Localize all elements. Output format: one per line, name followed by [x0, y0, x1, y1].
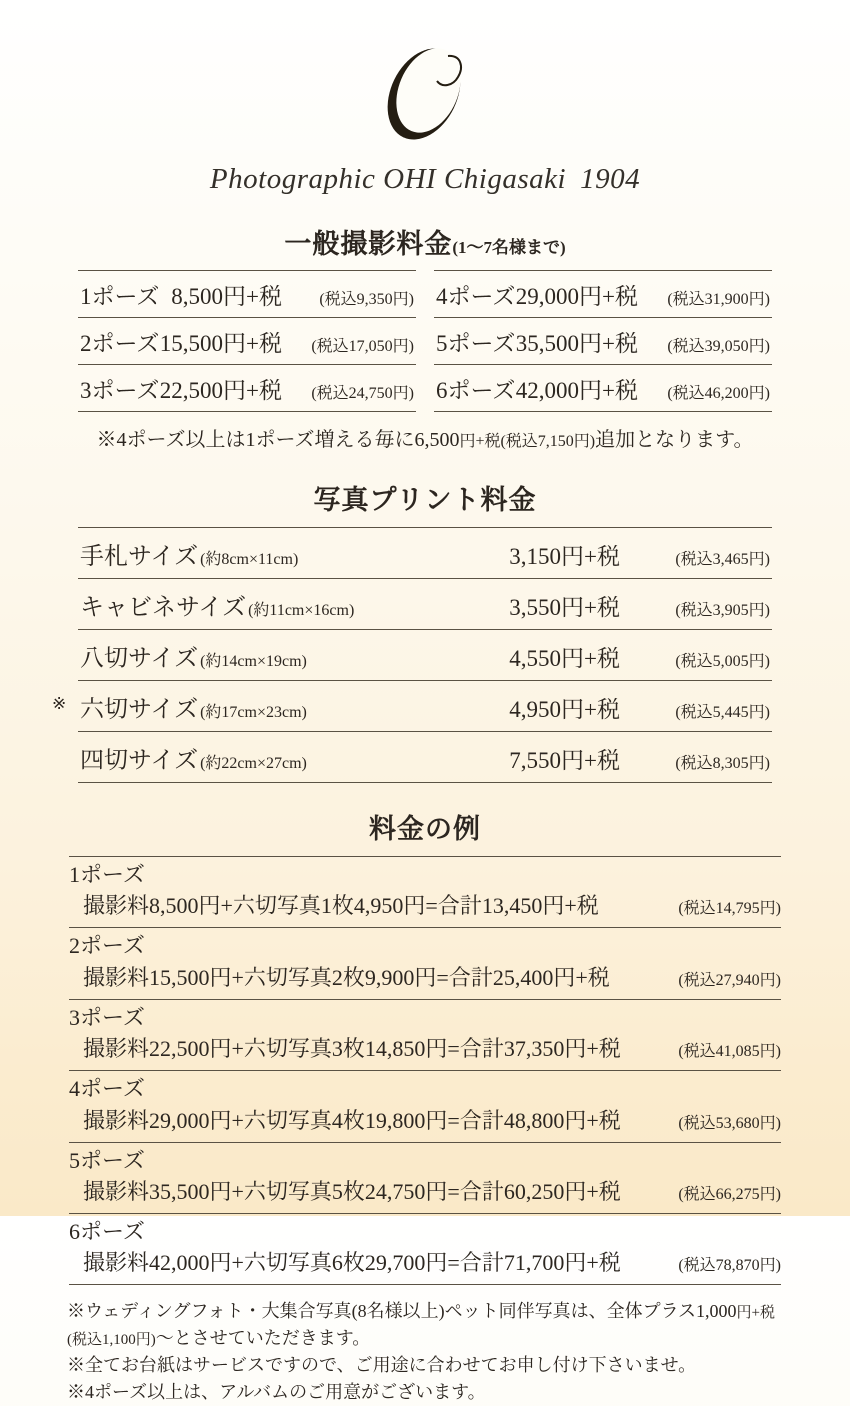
pose-price: 22,500円+税	[159, 378, 282, 403]
example-pose-label: 1ポーズ	[69, 862, 145, 887]
example-calculation: 撮影料42,000円+六切写真6枚29,700円=合計71,700円+税	[83, 1250, 621, 1276]
print-size-dimensions: (約11cm×16cm)	[248, 602, 355, 619]
example-tax-incl: (税込53,680円)	[678, 1114, 781, 1132]
example-calculation: 撮影料22,500円+六切写真3枚14,850円=合計37,350円+税	[83, 1036, 621, 1062]
footer-notes	[67, 1298, 783, 1406]
print-fee-table	[52, 527, 772, 783]
pose-tax-incl: (税込39,050円)	[667, 338, 770, 355]
pose-price: 15,500円+税	[159, 331, 282, 356]
pose-price: 42,000円+税	[515, 378, 638, 403]
general-fee-table	[78, 270, 772, 412]
section-title-general-note: (1〜7名様まで)	[452, 238, 566, 257]
pose-price: 35,500円+税	[515, 331, 638, 356]
pose-price: 8,500円+税	[171, 284, 282, 309]
pose-label: 6ポーズ	[436, 378, 516, 403]
print-tax-incl: (税込8,305円)	[675, 755, 770, 772]
example-calculation: 撮影料35,500円+六切写真5枚24,750円=合計60,250円+税	[83, 1178, 621, 1204]
brand-name: Photographic OHI Chigasaki	[209, 163, 567, 195]
table-row	[69, 1000, 781, 1071]
print-price: 3,150円+税	[509, 544, 620, 569]
print-tax-incl: (税込5,445円)	[675, 704, 770, 721]
example-pose-label: 5ポーズ	[69, 1147, 145, 1173]
print-size-dimensions: (約14cm×19cm)	[200, 653, 307, 670]
print-price: 7,550円+税	[509, 748, 620, 773]
example-pose-label: 2ポーズ	[69, 933, 145, 959]
pose-label: 3ポーズ	[80, 378, 160, 403]
table-row	[69, 928, 781, 999]
table-row	[52, 681, 772, 732]
table-row	[434, 365, 772, 412]
example-calculation: 撮影料15,500円+六切写真2枚9,900円=合計25,400円+税	[83, 964, 610, 990]
table-row	[78, 527, 772, 579]
brand-title	[0, 163, 850, 196]
section-title-print-fees: 写真プリント料金	[313, 485, 537, 515]
example-tax-incl: (税込27,940円)	[678, 971, 781, 989]
pose-tax-incl: (税込9,350円)	[319, 291, 414, 308]
print-size-label: 手札サイズ	[80, 544, 199, 570]
table-row	[78, 630, 772, 681]
table-row	[69, 1071, 781, 1142]
table-row	[78, 579, 772, 630]
example-tax-incl: (税込41,085円)	[678, 1043, 781, 1061]
pose-tax-incl: (税込24,750円)	[311, 385, 414, 402]
print-size-label: キャビネサイズ	[80, 595, 247, 621]
table-row	[434, 318, 772, 365]
print-price: 4,950円+税	[509, 697, 620, 722]
price-example-table	[69, 856, 781, 1285]
o-monogram-icon	[364, 36, 486, 152]
table-row	[69, 1143, 781, 1214]
pose-label: 2ポーズ	[80, 331, 160, 356]
example-pose-label: 3ポーズ	[69, 1004, 145, 1030]
table-row	[69, 856, 781, 928]
print-tax-incl: (税込3,465円)	[675, 551, 770, 568]
print-size-dimensions: (約8cm×11cm)	[200, 551, 299, 568]
footer-note-surcharge: ※ウェディングフォト・大集合写真(8名様以上)ペット同伴写真は、全体プラス1,000円+税(税込1,100円)〜とさせていただきます。	[67, 1301, 775, 1349]
general-fee-extra-pose-note: ※4ポーズ以上は1ポーズ増える毎に6,500円+税(税込7,150円)追加となります。	[96, 429, 754, 451]
brand-year: 1904	[580, 163, 641, 195]
footer-note-mount-service: ※全てお台紙はサービスですので、ご用途に合わせてお申し付け下さいませ。	[67, 1355, 697, 1376]
table-row	[69, 1214, 781, 1285]
pose-tax-incl: (税込17,050円)	[311, 338, 414, 355]
print-size-dimensions: (約22cm×27cm)	[200, 755, 307, 772]
print-size-dimensions: (約17cm×23cm)	[200, 704, 307, 721]
example-tax-incl: (税込14,795円)	[678, 900, 781, 918]
row-reference-marker: ※	[52, 694, 67, 713]
print-size-label: 八切サイズ	[80, 646, 199, 672]
table-row	[78, 365, 416, 412]
general-fee-right-column	[434, 270, 772, 412]
table-row	[434, 270, 772, 318]
example-calculation: 撮影料8,500円+六切写真1枚4,950円=合計13,450円+税	[83, 893, 599, 919]
general-fee-left-column	[78, 270, 416, 412]
example-pose-label: 6ポーズ	[69, 1218, 145, 1244]
pose-label: 5ポーズ	[436, 331, 516, 356]
print-size-label: 六切サイズ	[80, 697, 199, 723]
example-calculation: 撮影料29,000円+六切写真4枚19,800円=合計48,800円+税	[83, 1107, 621, 1133]
print-tax-incl: (税込5,005円)	[675, 653, 770, 670]
example-tax-incl: (税込66,275円)	[678, 1185, 781, 1203]
table-row	[78, 318, 416, 365]
footer-note-album: ※4ポーズ以上は、アルバムのご用意がございます。	[67, 1382, 486, 1403]
section-title-general-fees: 一般撮影料金(1〜7名様まで)	[284, 229, 566, 259]
pose-label: 1ポーズ	[80, 284, 160, 309]
print-price: 3,550円+税	[509, 595, 620, 620]
pose-label: 4ポーズ	[436, 284, 516, 309]
brand-logo	[0, 0, 850, 157]
pose-price: 29,000円+税	[515, 284, 638, 309]
print-size-label: 四切サイズ	[80, 748, 199, 774]
print-price: 4,550円+税	[509, 646, 620, 671]
pose-tax-incl: (税込31,900円)	[667, 291, 770, 308]
table-row	[78, 270, 416, 318]
section-title-price-examples: 料金の例	[369, 814, 481, 844]
pose-tax-incl: (税込46,200円)	[667, 385, 770, 402]
table-row	[78, 732, 772, 783]
example-pose-label: 4ポーズ	[69, 1076, 145, 1102]
print-tax-incl: (税込3,905円)	[675, 602, 770, 619]
example-tax-incl: (税込78,870円)	[678, 1257, 781, 1275]
